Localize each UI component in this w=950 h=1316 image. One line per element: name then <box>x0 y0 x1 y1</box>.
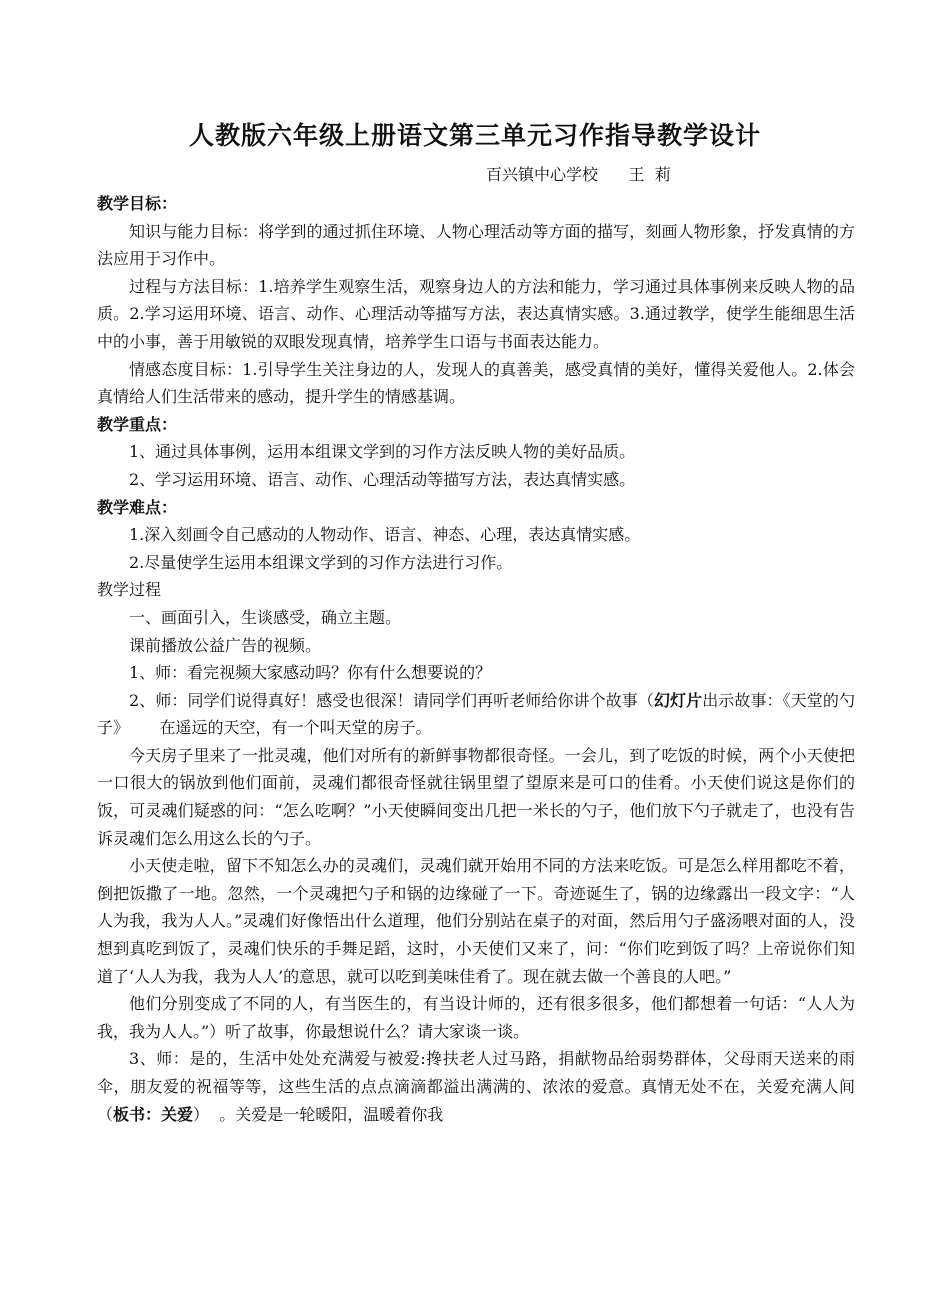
paragraph: 1.深入刻画令自己感动的人物动作、语言、神态、心理，表达真情实感。 <box>129 525 641 545</box>
document-body <box>97 190 855 1128</box>
paragraph: 今天房子里来了一批灵魂，他们对所有的新鲜事物都很奇怪。一会儿，到了吃饭的时候，两个小天使把一口很大的锅放到他们面前，灵魂们都很奇怪就往锅里望了望原来是可口的佳肴。小天使们说这是你们的饭，可灵魂们疑惑的问：“怎么吃啊？”小天使瞬间变出几把一米长的勺子，他们放下勺子就走了，也没有告诉灵魂们怎么用这么长的勺子。 <box>97 745 855 848</box>
paragraph: 1、师：看完视频大家感动吗？你有什么想要说的？ <box>129 663 492 683</box>
heading-objectives: 教学目标： <box>97 194 178 213</box>
paragraph: 过程与方法目标：1.培养学生观察生活，观察身边人的方法和能力，学习通过具体事例来反映人物的品质。2.学习运用环境、语言、动作、心理活动等描写方法，表达真情实感。3.通过教学，使学生能细思生活中的小事，善于用敏锐的双眼发现真情，培养学生口语与书面表达能力。 <box>97 276 855 351</box>
heading-process: 教学过程 <box>97 580 162 600</box>
heading-difficulties: 教学难点： <box>97 497 178 517</box>
slide-note: 幻灯片 <box>653 690 703 710</box>
paragraph: 1、通过具体事例，运用本组课文学到的习作方法反映人物的美好品质。 <box>129 442 636 462</box>
paragraph: 知识与能力目标：将学到的通过抓住环境、人物心理活动等方面的描写，刻画人物形象，抒发真情的方法应用于习作中。 <box>97 221 855 269</box>
author-line: 百兴镇中心学校 王 莉 <box>486 165 671 184</box>
paragraph: 2.尽量使学生运用本组课文学到的习作方法进行习作。 <box>129 552 513 572</box>
board-note: 板书：关爱 <box>113 1104 194 1124</box>
paragraph: 他们分别变成了不同的人，有当医生的，有当设计师的，还有很多很多，他们都想着一句话：“人人为我，我为人人。”）听了故事，你最想说什么？请大家谈一谈。 <box>97 994 855 1041</box>
text-run: 2、师：同学们说得真好！感受也很深！请同学们再听老师给你讲个故事（ <box>129 690 654 710</box>
document-title: 人教版六年级上册语文第三单元习作指导教学设计 <box>188 121 761 150</box>
heading-key-points: 教学重点： <box>97 414 178 434</box>
text-run: 出示故事：《天堂的勺子》 在遥远的天空，有一个叫天堂的房子。 <box>97 690 855 738</box>
paragraph <box>97 687 855 742</box>
paragraph <box>97 1045 855 1128</box>
paragraph: 情感态度目标：1.引导学生关注身边的人，发现人的真善美，感受真情的美好，懂得关爱他人。2.体会真情给人们生活带来的感动，提升学生的情感基调。 <box>97 359 855 407</box>
paragraph: 一、画面引入，生谈感受，确立主题。 <box>129 607 402 627</box>
text-run: 3、师：是的，生活中处处充满爱与被爱:搀扶老人过马路，捐献物品给弱势群体，父母雨天送来的雨伞，朋友爱的祝福等等，这些生活的点点滴滴都溢出满满的、浓浓的爱意。真情无处不在，关爱充满人间（ <box>97 1049 855 1124</box>
paragraph: 课前播放公益广告的视频。 <box>129 635 322 655</box>
paragraph: 2、学习运用环境、语言、动作、心理活动等描写方法，表达真情实感。 <box>129 469 636 489</box>
text-run: ） 。关爱是一轮暖阳，温暖着你我 <box>193 1104 444 1124</box>
paragraph: 小天使走啦，留下不知怎么办的灵魂们，灵魂们就开始用不同的方法来吃饭。可是怎么样用都吃不着，倒把饭撒了一地。忽然，一个灵魂把勺子和锅的边缘碰了一下。奇迹诞生了，锅的边缘露出一段文字：“人人为我，我为人人。”灵魂们好像悟出什么道理，他们分别站在桌子的对面，然后用勺子盛汤喂对面的人，没想到真吃到饭了，灵魂们快乐的手舞足蹈，这时，小天使们又来了，问：“你们吃到饭了吗？上帝说你们知道了‘人人为我，我为人人’的意思，就可以吃到美味佳肴了。现在就去做一个善良的人吧。” <box>97 856 855 986</box>
